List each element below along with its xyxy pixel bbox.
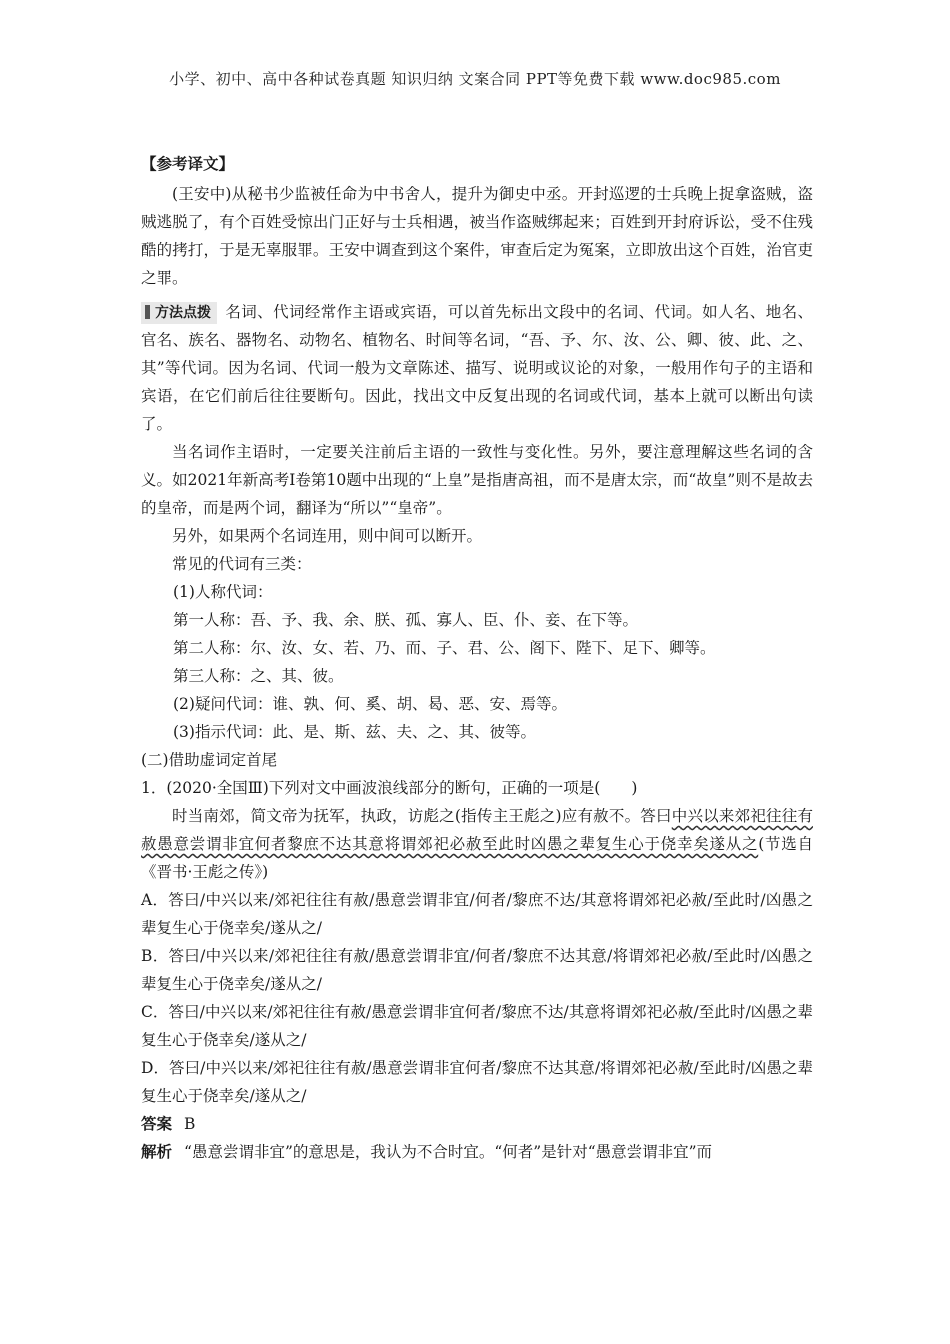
option-c: C．答曰/中兴以来/郊祀往往有赦/愚意尝谓非宜何者/黎庶不达/其意将谓郊祀必赦/至此时/凶愚之辈复生心于侥幸矣/遂从之/	[141, 1003, 813, 1049]
document-body	[141, 150, 813, 1166]
method-paragraph-1: 方法点拨 名词、代词经常作主语或宾语，可以首先标出文段中的名词、代词。如人名、地名、官名、族名、器物名、动物名、植物名、时间等名词，“吾、予、尔、汝、公、卿、彼、此、之、其”等代词。因为名词、代词一般为文章陈述、描写、说明或议论的对象，一般用作句子的主语和宾语，在它们前后往往要断句。因此，找出文中反复出现的名词或代词，基本上就可以断出句读了。	[141, 303, 813, 433]
pronoun-line-6: (3)指示代词：此、是、斯、兹、夫、之、其、彼等。	[173, 723, 536, 741]
option-d: D．答曰/中兴以来/郊祀往往有赦/愚意尝谓非宜何者/黎庶不达其意/将谓郊祀必赦/至此时/凶愚之辈复生心于侥幸矣/遂从之/	[141, 1059, 813, 1105]
method-paragraph-2: 当名词作主语时，一定要关注前后主语的一致性与变化性。另外，要注意理解这些名词的含义。如2021年新高考Ⅰ卷第10题中出现的“上皇”是指唐高祖，而不是唐太宗，而“故皇”则不是故去的皇帝，而是两个词，翻译为“所以”“皇帝”。	[141, 443, 813, 517]
answer-value: B	[184, 1115, 196, 1133]
option-a: A．答曰/中兴以来/郊祀往往有赦/愚意尝谓非宜/何者/黎庶不达/其意将谓郊祀必赦/至此时/凶愚之辈复生心于侥幸矣/遂从之/	[141, 891, 813, 937]
answer-line	[141, 1110, 813, 1138]
section-2-title: (二)借助虚词定首尾	[141, 751, 278, 769]
pronoun-line-4: 第三人称：之、其、彼。	[173, 667, 344, 685]
question-passage: 时当南郊，简文帝为抚军，执政，访彪之(指传主王彪之)应有赦不。答曰中兴以来郊祀往往有赦愚意尝谓非宜何者黎庶不达其意将谓郊祀必赦至此时凶愚之辈复生心于侥幸矣遂从之(节选自《晋书·王彪之传》)	[141, 807, 813, 881]
pronoun-line-5: (2)疑问代词：谁、孰、何、奚、胡、曷、恶、安、焉等。	[173, 695, 567, 713]
tag-bar-icon	[145, 305, 150, 319]
answer-label: 答案	[141, 1114, 173, 1133]
method-paragraph-3: 另外，如果两个名词连用，则中间可以断开。	[172, 527, 483, 545]
pronoun-line-1: (1)人称代词：	[173, 583, 273, 601]
pronoun-line-3: 第二人称：尔、汝、女、若、乃、而、子、君、公、阁下、陛下、足下、卿等。	[173, 639, 716, 657]
pronoun-line-2: 第一人称：吾、予、我、余、朕、孤、寡人、臣、仆、妾、在下等。	[173, 611, 639, 629]
page-header: 小学、初中、高中各种试卷真题 知识归纳 文案合同 PPT等免费下载 www.doc985.com	[169, 70, 781, 88]
translation-title: 【参考译文】	[141, 154, 235, 173]
translation-body: (王安中)从秘书少监被任命为中书舍人，提升为御史中丞。开封巡逻的士兵晚上捉拿盗贼，盗贼逃脱了，有个百姓受惊出门正好与士兵相遇，被当作盗贼绑起来；百姓到开封府诉讼，受不住残酷的拷打，于是无辜服罪。王安中调查到这个案件，审查后定为冤案，立即放出这个百姓，治官吏之罪。	[141, 185, 813, 287]
analysis-text: “愚意尝谓非宜”的意思是，我认为不合时宜。“何者”是针对“愚意尝谓非宜”而	[184, 1143, 713, 1161]
analysis-label: 解析	[141, 1142, 173, 1161]
wavy-underlined-text: 中兴以来郊祀往往有赦愚意尝谓非宜何者黎庶不达其意将谓郊祀必赦至此时凶愚之辈复生心于侥幸矣遂从之	[141, 807, 813, 853]
method-paragraph-4: 常见的代词有三类：	[172, 555, 312, 573]
option-b: B．答曰/中兴以来/郊祀往往有赦/愚意尝谓非宜/何者/黎庶不达其意/将谓郊祀必赦/至此时/凶愚之辈复生心于侥幸矣/遂从之/	[141, 947, 813, 993]
question-stem: 1．(2020·全国Ⅲ)下列对文中画波浪线部分的断句，正确的一项是( )	[141, 779, 638, 797]
method-tag: 方法点拨	[141, 302, 217, 324]
analysis-line	[141, 1138, 813, 1166]
